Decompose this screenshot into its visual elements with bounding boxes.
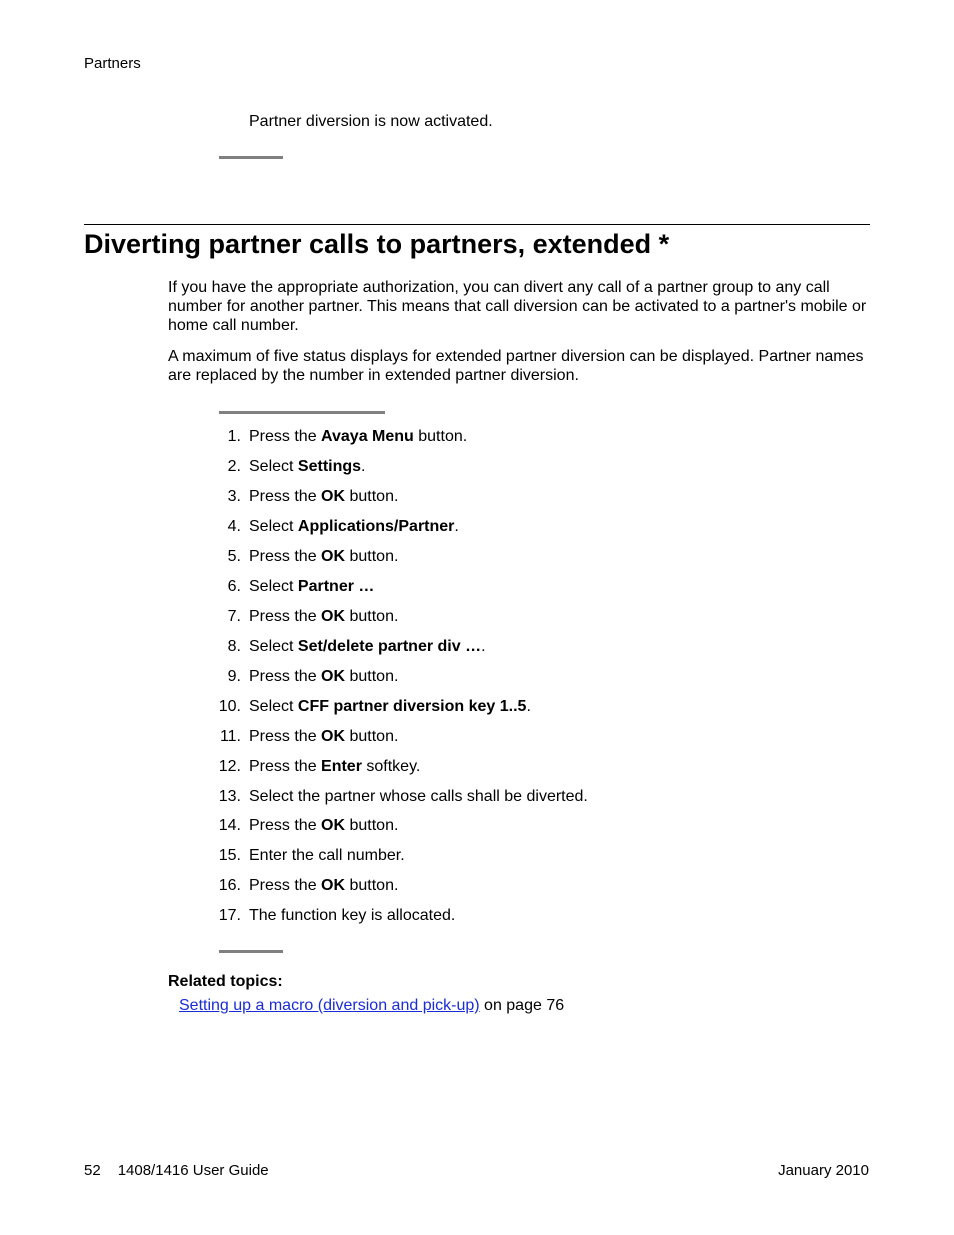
step-text-suffix: . — [454, 518, 459, 535]
footer-left — [84, 1162, 269, 1179]
related-topic-page-ref: on page 76 — [479, 997, 565, 1014]
step-text-suffix: button. — [345, 548, 399, 565]
step-text-plain: Select — [249, 458, 298, 475]
step-number: 11. — [219, 727, 241, 745]
step-ui-term: OK — [321, 548, 346, 565]
step-text — [249, 577, 374, 597]
step-text-plain: Press the — [249, 817, 322, 835]
procedure-step — [205, 427, 588, 457]
procedure-step — [205, 787, 588, 817]
procedure-step — [205, 906, 588, 936]
procedure-end-rule — [219, 156, 283, 159]
step-text-plain: Select — [249, 578, 298, 595]
procedure-step — [205, 457, 588, 487]
step-text-plain: Select the partner whose calls shall be diverted. — [249, 787, 588, 805]
step-number: 9. — [227, 668, 241, 685]
step-ui-term: Avaya Menu — [321, 428, 414, 445]
step-text-plain: Press the — [249, 608, 322, 625]
step-number: 2. — [227, 458, 241, 475]
step-number: 13. — [218, 787, 241, 805]
step-text-suffix: button. — [413, 428, 468, 445]
footer-date: January 2010 — [778, 1162, 869, 1179]
step-ui-term: OK — [321, 727, 346, 745]
step-text-plain: Press the — [249, 668, 322, 685]
procedure-step — [205, 607, 588, 637]
step-ui-term: OK — [321, 817, 346, 835]
step-text-plain: Press the — [249, 757, 322, 775]
step-text-plain: The function key is allocated. — [249, 907, 456, 925]
previous-step-result: Partner diversion is now activated. — [249, 113, 493, 130]
page-number: 52 — [84, 1162, 101, 1179]
step-text-plain: Select — [249, 697, 298, 715]
step-text — [249, 427, 467, 447]
step-text-plain: Press the — [249, 877, 322, 895]
step-text-plain: Press the — [249, 488, 322, 505]
step-text-suffix: button. — [345, 668, 399, 685]
step-text-suffix: button. — [345, 488, 399, 505]
step-text — [249, 906, 455, 926]
step-text-suffix: button. — [345, 727, 399, 745]
related-topic-entry — [179, 997, 564, 1015]
step-ui-term: Set/delete partner div … — [297, 638, 482, 655]
step-number: 10. — [218, 697, 241, 715]
step-text — [249, 816, 398, 836]
procedure-step — [205, 487, 588, 517]
step-ui-term: OK — [321, 877, 346, 895]
step-text — [249, 487, 398, 507]
step-text — [249, 727, 398, 747]
step-text-suffix: button. — [345, 608, 399, 625]
related-topics-label: Related topics: — [168, 973, 283, 990]
step-ui-term: Enter — [321, 757, 362, 775]
note-paragraph: A maximum of five status displays for extended partner diversion can be displayed. Partner names are replaced by the number in extended partner diversion. — [168, 348, 864, 384]
step-number: 8. — [227, 638, 241, 655]
procedure-start-rule — [219, 411, 385, 414]
step-text — [249, 787, 588, 807]
step-ui-term: OK — [321, 488, 346, 505]
step-text-plain: Press the — [249, 727, 322, 745]
step-text — [249, 697, 531, 717]
step-text — [249, 757, 420, 777]
step-number: 4. — [227, 518, 241, 535]
step-number: 6. — [227, 578, 241, 595]
step-number: 12. — [218, 757, 241, 775]
step-ui-term: Partner … — [297, 578, 375, 595]
step-text — [249, 517, 459, 537]
step-text — [249, 607, 398, 627]
procedure-step — [205, 667, 588, 697]
step-text — [249, 846, 405, 866]
step-text-suffix: softkey. — [361, 757, 421, 775]
procedure-step — [205, 727, 588, 757]
step-number: 14. — [218, 817, 241, 835]
step-text — [249, 457, 366, 477]
related-topic-link[interactable]: Setting up a macro (diversion and pick-up) — [179, 997, 480, 1014]
step-number: 5. — [227, 548, 241, 565]
step-text-suffix: button. — [345, 877, 399, 895]
step-text-plain: Select — [249, 518, 298, 535]
step-text-suffix: button. — [345, 817, 399, 835]
procedure-step — [205, 517, 588, 547]
procedure-step — [205, 547, 588, 577]
step-text-suffix: . — [361, 458, 366, 475]
step-text-suffix: . — [481, 638, 486, 655]
procedure-steps — [205, 427, 588, 936]
step-text — [249, 667, 398, 687]
step-number: 7. — [227, 608, 241, 625]
step-number: 17. — [218, 907, 241, 925]
running-header: Partners — [84, 55, 141, 72]
step-text — [249, 547, 398, 567]
procedure-step — [205, 697, 588, 727]
step-ui-term: OK — [321, 608, 346, 625]
step-text-plain: Press the — [249, 548, 322, 565]
procedure-step — [205, 757, 588, 787]
procedure-step — [205, 876, 588, 906]
step-text-suffix: . — [526, 697, 531, 715]
step-ui-term: OK — [321, 668, 346, 685]
step-text-plain: Enter the call number. — [249, 847, 405, 865]
procedure-step — [205, 816, 588, 846]
intro-paragraph: If you have the appropriate authorization, you can divert any call of a partner group to any call number for another partner. This means that call diversion can be activated to a partner's mobile or home call number. — [168, 279, 867, 334]
procedure-step — [205, 846, 588, 876]
procedure-end-rule — [219, 950, 283, 953]
section-title: Diverting partner calls to partners, extended * — [84, 229, 670, 259]
step-number: 16. — [218, 877, 241, 895]
step-ui-term: Applications/Partner — [297, 518, 455, 535]
step-text-plain: Select — [249, 638, 298, 655]
step-ui-term: Settings — [297, 458, 362, 475]
step-text-plain: Press the — [249, 428, 322, 445]
step-ui-term: CFF partner diversion key 1..5 — [297, 697, 527, 715]
procedure-step — [205, 577, 588, 607]
step-number: 1. — [227, 428, 241, 445]
procedure-step — [205, 637, 588, 667]
section-divider — [84, 224, 870, 225]
document-title: 1408/1416 User Guide — [117, 1162, 269, 1179]
step-number: 3. — [227, 488, 241, 505]
step-number: 15. — [218, 847, 241, 865]
step-text — [249, 876, 398, 896]
step-text — [249, 637, 486, 657]
